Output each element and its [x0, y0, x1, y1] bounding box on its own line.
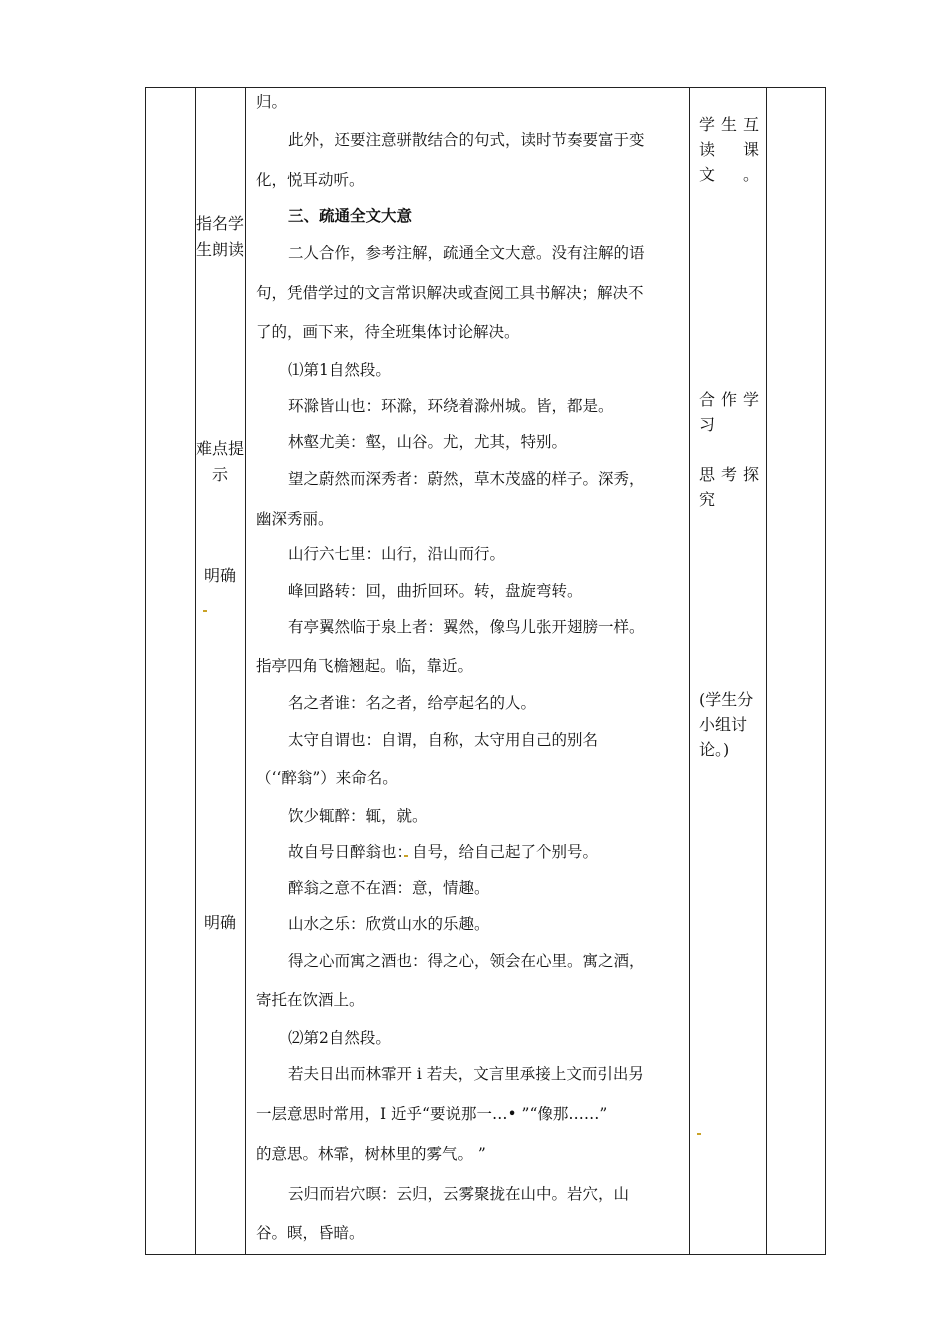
- paragraph-heading: ⑴第1自然段。: [288, 361, 391, 379]
- text-line: （‘‘醉翁”）来命名。: [256, 769, 398, 787]
- label-read-aloud: 指名学生朗读: [196, 214, 245, 259]
- text-line: 环滁皆山也：环滁，环绕着滁州城。皆，都是。: [288, 397, 614, 415]
- text-line: 得之心而寓之酒也：得之心，领会在心里。寓之酒，: [288, 952, 645, 970]
- text-line: 化，悦耳动听。: [256, 171, 365, 189]
- label-difficulty-tips: 难点提示: [196, 439, 245, 484]
- text-line: 寄托在饮酒上。: [256, 991, 365, 1009]
- text-line: 此外，还要注意骈散结合的句式，读时节奏要富于变: [288, 131, 645, 149]
- table-border-3: [245, 87, 246, 1255]
- text-line: 二人合作，参考注解，疏通全文大意。没有注解的语: [288, 244, 645, 262]
- note-group-discussion: (学生分小组讨论。): [699, 690, 754, 759]
- text-line: 峰回路转：回，曲折回环。转，盘旋弯转。: [288, 582, 583, 600]
- text-line: 太守自谓也：自谓，自称，太守用自己的别名: [288, 731, 599, 749]
- text-line: 句，凭借学过的文言常识解决或查阅工具书解决；解决不: [256, 284, 644, 302]
- text-line: 有亭翼然临于泉上者：翼然，像鸟儿张开翅膀一样。: [288, 618, 645, 636]
- table-border-4: [689, 87, 690, 1255]
- paragraph-heading: ⑵第2自然段。: [288, 1029, 391, 1047]
- text-line: 了的，画下来，待全班集体讨论解决。: [256, 323, 520, 341]
- table-border-5: [766, 87, 767, 1255]
- text-line: 云归而岩穴暝：云归，云雾聚拢在山中。岩穴，山: [288, 1185, 630, 1203]
- table-border-6: [825, 87, 826, 1255]
- text-line: 的意思。林霏，树林里的雾气。 ”: [256, 1145, 486, 1163]
- text-line: 山水之乐：欣赏山水的乐趣。: [288, 915, 490, 933]
- table-bottom-border: [145, 1254, 825, 1255]
- text-line: 若夫日出而林霏开 i 若夫，文言里承接上文而引出另: [288, 1065, 644, 1083]
- text-line: 指亭四角飞檐翘起。临，靠近。: [256, 657, 474, 675]
- scan-mark: [203, 610, 207, 612]
- note-mutual-reading: 学生互读课文。: [699, 115, 759, 184]
- scan-mark: [697, 1133, 701, 1135]
- text-line: 名之者谁：名之者，给亭起名的人。: [288, 694, 537, 712]
- label-clarify-2: 明确: [203, 913, 236, 932]
- text-line: 一层意思时常用，I 近乎“要说那一…• ”“像那……”: [256, 1105, 608, 1123]
- table-top-border: [145, 87, 825, 88]
- text-line: 归。: [256, 93, 288, 111]
- label-clarify-1: 明确: [203, 566, 236, 585]
- text-line: 谷。暝，昏暗。: [256, 1224, 365, 1242]
- text-line: 幽深秀丽。: [256, 510, 334, 528]
- text-line: 山行六七里：山行，沿山而行。: [288, 545, 506, 563]
- note-cooperative-learning: 合作学习: [699, 390, 759, 434]
- text-line: 饮少辄醉：辄，就。: [288, 807, 428, 825]
- note-think-explore: 思考探究: [699, 465, 759, 509]
- text-line: 林壑尤美：壑，山谷。尤，尤其，特别。: [288, 433, 568, 451]
- table-border-1: [145, 87, 146, 1255]
- text-line: 望之蔚然而深秀者：蔚然，草木茂盛的样子。深秀，: [288, 470, 645, 488]
- text-line: 醉翁之意不在酒：意，情趣。: [288, 879, 490, 897]
- section-heading: 三、疏通全文大意: [288, 206, 413, 225]
- text-line: 故自号日醉翁也：自号，给自己起了个别号。: [288, 843, 599, 861]
